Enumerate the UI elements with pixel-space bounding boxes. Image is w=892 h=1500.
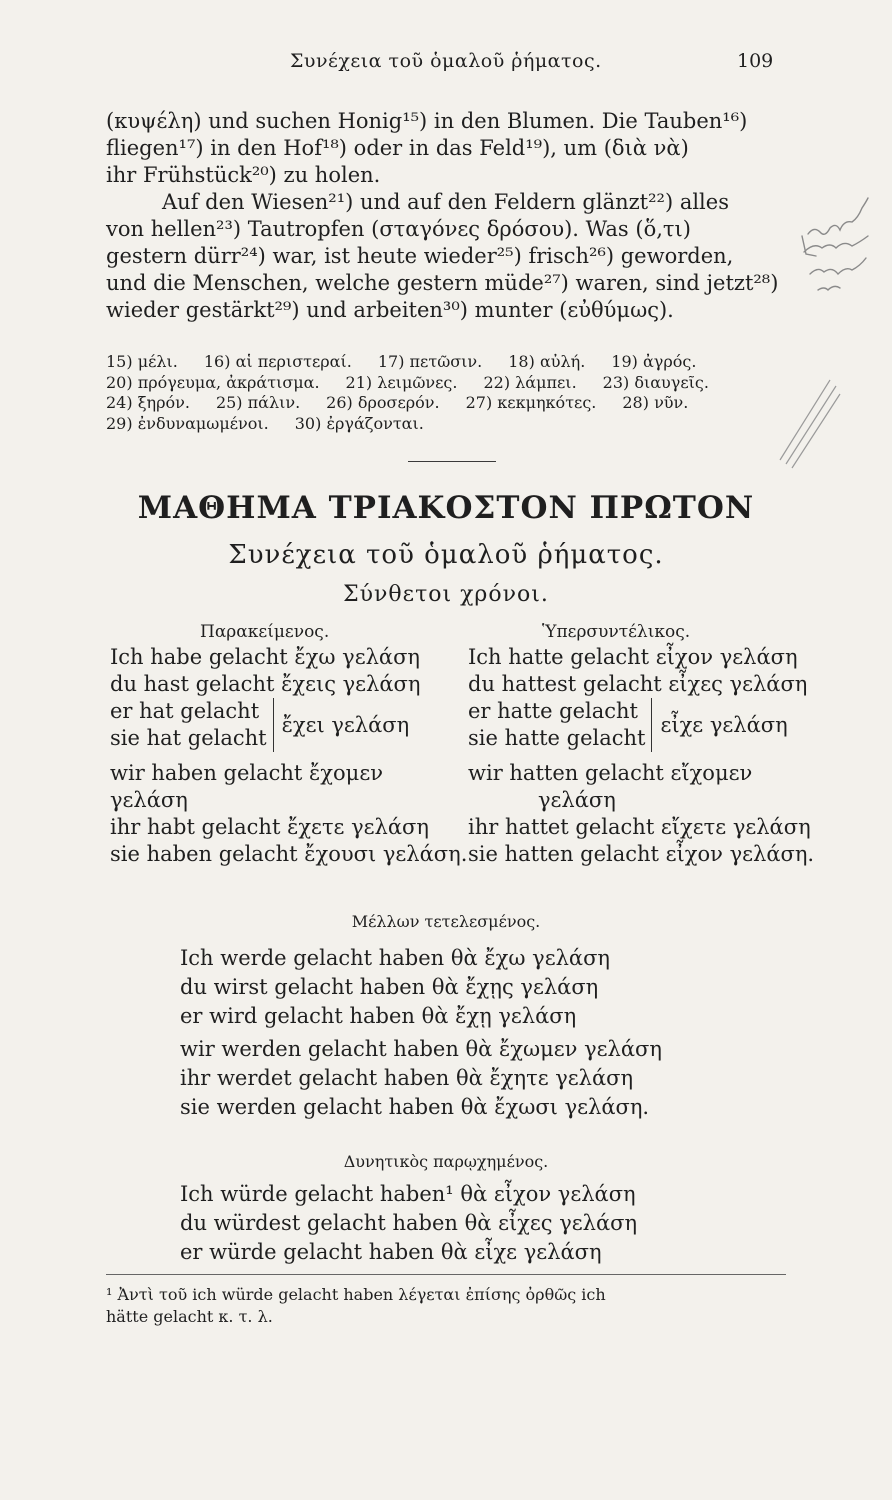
conjugation-line: sie haben gelacht ἔχουσι γελάση. (110, 842, 468, 866)
conjugation-line: γελάση (538, 788, 616, 812)
footnote (106, 1284, 796, 1328)
brace-greek: εἶχε γελάση (660, 712, 788, 737)
note-item: 22) λάμπει. (483, 372, 577, 392)
running-header (0, 50, 892, 86)
pluperfect-conjugation (468, 644, 815, 868)
conjugation-line: wir hatten gelacht εἴχομεν (468, 761, 753, 785)
note-item: 16) αἱ περιστεραί. (203, 352, 352, 371)
passage-line: gestern dürr²⁴) war, ist heute wieder²⁵) frisch²⁶) geworden, (106, 244, 734, 268)
footnote-line: hätte gelacht κ. τ. λ. (106, 1307, 273, 1326)
note-item: 21) λειμῶνες. (345, 372, 458, 392)
conjugation-line: Ich werde gelacht haben θὰ ἔχω γελάση (180, 946, 610, 970)
conjugation-line: du würdest gelacht haben θὰ εἶχες γελάση (180, 1211, 638, 1235)
page-number: 109 (737, 50, 774, 72)
conditional-perfect-conjugation (180, 1180, 740, 1267)
note-item: 15) μέλι. (106, 352, 178, 371)
note-item: 29) ἐνδυναμωμένοι. (106, 413, 269, 433)
note-row (106, 352, 796, 373)
note-item: 24) ξηρόν. (106, 393, 190, 412)
lesson-title: ΜΑΘΗΜΑ ΤΡΙΑΚΟΣΤΟΝ ΠΡΩΤΟΝ (137, 490, 755, 526)
note-item: 30) ἐργάζονται. (294, 413, 424, 433)
note-item: 19) ἀγρός. (611, 352, 697, 371)
perfect-conjugation (110, 644, 468, 868)
passage-line: von hellen²³) Tautropfen (σταγόνες δρόσου). Was (ὅ,τι) (106, 217, 691, 241)
conjugation-line: wir haben gelacht ἔχομεν (110, 761, 383, 785)
passage-line: und die Menschen, welche gestern müde²⁷) waren, sind jetzt²⁸) (106, 271, 779, 295)
conjugation-line: Ich würde gelacht haben¹ θὰ εἶχον γελάση (180, 1182, 636, 1206)
conjugation-line: ihr habt gelacht ἔχετε γελάση (110, 815, 429, 839)
brace-greek: ἔχει γελάση (281, 712, 410, 737)
vocabulary-notes (106, 352, 796, 434)
pencil-stroke-mark (760, 360, 850, 480)
conjugation-line: sie hatte gelacht (468, 726, 646, 750)
brace-lines (468, 698, 652, 752)
pencil-margin-note (800, 186, 880, 306)
note-row (106, 393, 796, 414)
conjugation-line: ihr werdet gelacht haben θὰ ἔχητε γελάση (180, 1066, 634, 1090)
conjugation-line: Ich hatte gelacht εἶχον γελάση (468, 645, 798, 669)
note-item: 17) πετῶσιν. (377, 352, 483, 371)
passage-line: fliegen¹⁷) in den Hof¹⁸) oder in das Feld¹⁹), um (διὰ νὰ) (106, 136, 689, 160)
future-perfect-heading: Μέλλων τετελεσμένος. (351, 912, 541, 931)
conjugation-line: er hatte gelacht (468, 699, 638, 723)
conjugation-line: du wirst gelacht haben θὰ ἔχῃς γελάση (180, 975, 599, 999)
brace-lines (110, 698, 274, 752)
conjugation-line: Ich habe gelacht ἔχω γελάση (110, 645, 420, 669)
lesson-subtitle: Συνέχεια τοῦ ὁμαλοῦ ῥήματος. (228, 540, 664, 570)
passage-line: ihr Frühstück²⁰) zu holen. (106, 163, 381, 187)
conjugation-line: du hast gelacht ἔχεις γελάση (110, 672, 421, 696)
section-divider (408, 461, 496, 462)
conjugation-line: sie hatten gelacht εἶχον γελάση. (468, 842, 815, 866)
conjugation-line: du hattest gelacht εἶχες γελάση (468, 672, 808, 696)
note-row (106, 373, 796, 394)
header-title: Συνέχεια τοῦ ὁμαλοῦ ῥήματος. (290, 50, 602, 72)
note-row (106, 414, 796, 435)
footnote-divider (106, 1274, 786, 1275)
conjugation-line: er hat gelacht (110, 699, 260, 723)
future-perfect-conjugation (180, 944, 740, 1122)
reading-passage (106, 108, 786, 324)
brace-group (468, 698, 798, 752)
tense-heading: Σύνθετοι χρόνοι. (343, 582, 549, 607)
conjugation-line: sie werden gelacht haben θὰ ἔχωσι γελάση. (180, 1095, 650, 1119)
note-item: 18) αὐλή. (508, 352, 586, 371)
brace-group (110, 698, 460, 752)
passage-line: wieder gestärkt²⁹) und arbeiten³⁰) munter (εὐθύμως). (106, 298, 674, 322)
conjugation-line: er wird gelacht haben θὰ ἔχῃ γελάση (180, 1004, 577, 1028)
conjugation-line: γελάση (110, 788, 188, 812)
note-item: 27) κεκμηκότες. (465, 393, 597, 412)
conjugation-line: ihr hattet gelacht εἴχετε γελάση (468, 815, 811, 839)
conjugation-line: sie hat gelacht (110, 726, 267, 750)
note-item: 23) διαυγεῖς. (602, 372, 709, 392)
note-item: 28) νῦν. (622, 393, 689, 412)
passage-line: Auf den Wiesen²¹) und auf den Feldern glänzt²²) alles (162, 190, 729, 214)
conjugation-line: er würde gelacht haben θὰ εἶχε γελάση (180, 1240, 602, 1264)
footnote-line: ¹ Ἀντὶ τοῦ ich würde gelacht haben λέγεται ἐπίσης ὀρθῶς ich (106, 1285, 606, 1304)
note-item: 20) πρόγευμα, ἀκράτισμα. (106, 372, 320, 392)
passage-line: (κυψέλη) und suchen Honig¹⁵) in den Blumen. Die Tauben¹⁶) (106, 109, 748, 133)
note-item: 25) πάλιν. (215, 393, 301, 412)
conditional-perfect-heading: Δυνητικὸς παρῳχημένος. (343, 1152, 549, 1171)
note-item: 26) δροσερόν. (326, 393, 440, 412)
perfect-heading: Παρακείμενος. (200, 622, 330, 642)
conjugation-line: wir werden gelacht haben θὰ ἔχωμεν γελάση (180, 1037, 662, 1061)
pluperfect-heading: Ὑπερσυντέλικος. (542, 622, 691, 642)
